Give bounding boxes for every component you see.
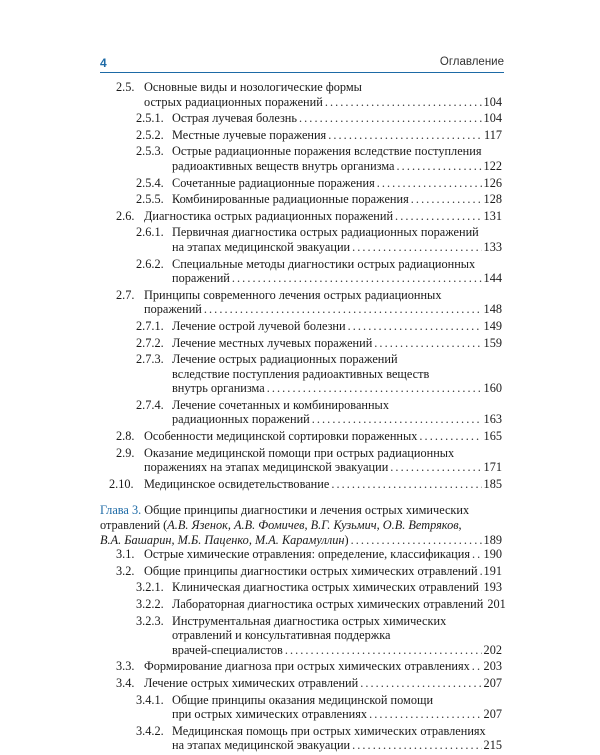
leader-dots xyxy=(204,302,482,317)
leader-dots xyxy=(352,240,481,255)
toc-entry-number: 2.9. xyxy=(116,445,135,460)
toc-entry-line: Общие принципы диагностики острых химических отравлений . . . 191 xyxy=(144,564,502,579)
toc-entry-line: Лечение местных лучевых поражений . . . 159 xyxy=(172,336,502,351)
toc-entry-line: Оказание медицинской помощи при острых радиационных xyxy=(144,445,455,460)
toc-page: 190 xyxy=(483,547,502,562)
chapter-authors: А.В. Язенок, А.В. Фомичев, В.Г. Кузьмич, О.В. Ветряков, xyxy=(167,518,462,533)
toc-entry[interactable] xyxy=(100,336,502,351)
toc-entry-number: 3.2.1. xyxy=(136,580,164,595)
toc-page: 104 xyxy=(483,94,502,109)
leader-dots xyxy=(481,580,482,595)
toc-page: 159 xyxy=(483,335,502,350)
toc-page: 117 xyxy=(484,127,502,142)
toc-entry[interactable] xyxy=(100,257,502,286)
chapter-title-line: В.А. Башарин, М.Б. Паценко, М.А. Карамуллин) . . . 189 xyxy=(100,533,502,548)
toc-section-3 xyxy=(100,547,506,755)
toc-entry-number: 3.4.2. xyxy=(136,723,164,738)
toc-entry-line: Комбинированные радиационные поражения . . . 128 xyxy=(172,192,502,207)
toc-entry-number: 2.7.3. xyxy=(136,352,164,367)
toc-entry-number: 3.2.3. xyxy=(136,613,164,628)
toc-entry-number: 3.4. xyxy=(116,675,135,690)
toc-entry-line: Лабораторная диагностика острых химических отравлений 201 xyxy=(172,597,506,611)
toc-entry-number: 2.6. xyxy=(116,208,135,223)
toc-entry[interactable] xyxy=(100,676,502,691)
toc-entry-number: 2.8. xyxy=(116,429,135,444)
leader-dots xyxy=(419,429,481,444)
toc-page: 193 xyxy=(483,580,502,595)
leader-dots xyxy=(411,192,482,207)
leader-dots xyxy=(397,159,482,174)
toc-entry-line: Клиническая диагностика острых химических отравлений . . . 193 xyxy=(172,580,502,595)
toc-entry-line: Первичная диагностика острых радиационных поражений xyxy=(172,225,479,240)
leader-dots xyxy=(267,381,482,396)
toc-entry-line: на этапах медицинской эвакуации . . . 133 xyxy=(172,240,502,255)
leader-dots xyxy=(360,676,481,691)
leader-dots xyxy=(352,738,481,753)
toc-page: 201 xyxy=(487,597,506,611)
leader-dots xyxy=(395,209,482,224)
toc-entry-line: Медицинская помощь при острых химических отравлениях xyxy=(172,723,486,738)
toc-page: 148 xyxy=(483,302,502,317)
toc-page: 165 xyxy=(483,429,502,444)
toc-entry-line: поражений . . . 144 xyxy=(172,271,502,286)
toc-entry-line: Диагностика острых радиационных поражений . . . 131 xyxy=(144,209,502,224)
toc-page: 189 xyxy=(483,532,502,547)
toc-page: 203 xyxy=(483,659,502,674)
toc-entry-number: 3.2. xyxy=(116,563,135,578)
toc-entry[interactable] xyxy=(100,580,502,595)
toc-entry-number: 2.10. xyxy=(109,476,134,491)
toc-page: 185 xyxy=(483,476,502,491)
chapter-title-line: отравлений (А.В. Язенок, А.В. Фомичев, В.Г. Кузьмич, О.В. Ветряков, xyxy=(100,518,462,533)
toc-entry-line: Лечение острых химических отравлений . . . 207 xyxy=(144,676,502,691)
toc-section-2 xyxy=(100,80,502,493)
table-of-contents xyxy=(100,80,506,755)
leader-dots xyxy=(325,95,482,110)
toc-entry-line: Острые радиационные поражения вследствие поступления xyxy=(172,144,482,159)
toc-page: 202 xyxy=(483,642,502,657)
toc-entry[interactable] xyxy=(100,192,502,207)
toc-chapter-3[interactable] xyxy=(100,503,502,547)
toc-page: 215 xyxy=(483,738,502,753)
toc-entry-line: отравлений и консультативная поддержка xyxy=(172,628,391,643)
toc-entry[interactable] xyxy=(100,80,502,109)
toc-entry-line: вследствие поступления радиоактивных веществ xyxy=(172,366,430,381)
toc-entry[interactable] xyxy=(100,111,502,126)
leader-dots xyxy=(377,176,482,191)
leader-dots xyxy=(351,533,482,548)
toc-entry[interactable] xyxy=(100,288,502,317)
toc-entry-line: Принципы современного лечения острых радиационных xyxy=(144,287,442,302)
toc-page: 131 xyxy=(483,208,502,223)
toc-entry-line: радиационных поражений . . . 163 xyxy=(172,412,502,427)
toc-entry-line: поражений . . . 148 xyxy=(144,302,502,317)
toc-entry-number: 2.7.1. xyxy=(136,318,164,333)
toc-page: 126 xyxy=(483,175,502,190)
toc-entry[interactable] xyxy=(100,176,502,191)
toc-entry-number: 2.5.4. xyxy=(136,175,164,190)
toc-entry[interactable] xyxy=(100,693,502,722)
toc-entry-number: 3.1. xyxy=(116,547,135,562)
toc-page: 122 xyxy=(483,158,502,173)
leader-dots xyxy=(299,111,482,126)
leader-dots xyxy=(348,319,482,334)
chapter-title-line: Глава 3. Общие принципы диагностики и лечения острых химических xyxy=(100,503,470,518)
toc-entry-line: Сочетанные радиационные поражения . . . 126 xyxy=(172,176,502,191)
toc-entry-line: врачей-специалистов . . . 202 xyxy=(172,643,502,658)
toc-entry-line: Медицинское освидетельствование . . . 185 xyxy=(144,477,502,492)
toc-entry-line: острых радиационных поражений . . . 104 xyxy=(144,95,502,110)
toc-entry-number: 3.2.2. xyxy=(136,597,164,611)
toc-entry-number: 2.5.3. xyxy=(136,144,164,159)
toc-entry[interactable] xyxy=(100,319,502,334)
toc-entry[interactable] xyxy=(100,144,502,173)
toc-entry-line: поражениях на этапах медицинской эвакуации . . . 171 xyxy=(144,460,502,475)
leader-dots xyxy=(374,336,481,351)
leader-dots xyxy=(480,564,482,579)
leader-dots xyxy=(369,707,481,722)
toc-entry-line: Лечение острой лучевой болезни . . . 149 xyxy=(172,319,502,334)
leader-dots xyxy=(472,659,482,674)
toc-entry[interactable] xyxy=(100,225,502,254)
toc-entry-line: Общие принципы оказания медицинской помощи xyxy=(172,692,434,707)
toc-page: 171 xyxy=(483,460,502,475)
toc-entry-number: 3.4.1. xyxy=(136,692,164,707)
toc-entry[interactable] xyxy=(100,564,502,579)
toc-entry[interactable] xyxy=(100,209,502,224)
toc-entry[interactable] xyxy=(100,597,506,612)
toc-entry[interactable] xyxy=(100,724,502,753)
toc-page: 191 xyxy=(483,563,502,578)
toc-entry[interactable] xyxy=(100,398,502,427)
toc-entry-line: Особенности медицинской сортировки пораженных . . . 165 xyxy=(144,429,502,444)
toc-entry[interactable] xyxy=(100,446,502,475)
toc-page: 160 xyxy=(483,381,502,396)
toc-entry-line: Острые химические отравления: определение, классификация . . . 190 xyxy=(144,547,502,562)
toc-entry-line: Местные лучевые поражения . . . 117 xyxy=(172,128,502,143)
toc-entry-line: Специальные методы диагностики острых радиационных xyxy=(172,256,476,271)
toc-entry-line: Инструментальная диагностика острых химических xyxy=(172,613,447,628)
chapter-label: Глава 3. xyxy=(100,503,142,518)
toc-entry-number: 2.7.2. xyxy=(136,335,164,350)
toc-entry-number: 2.5.5. xyxy=(136,192,164,207)
toc-page: 207 xyxy=(483,675,502,690)
header-rule xyxy=(100,72,504,73)
toc-entry-line: при острых химических отравлениях . . . 207 xyxy=(172,707,502,722)
toc-entry[interactable] xyxy=(100,128,502,143)
toc-entry-line: внутрь организма . . . 160 xyxy=(172,381,502,396)
leader-dots xyxy=(328,128,482,143)
leader-dots xyxy=(331,477,481,492)
toc-entry[interactable] xyxy=(100,547,502,562)
toc-entry-number: 2.6.2. xyxy=(136,256,164,271)
toc-entry-line: Формирование диагноза при острых химических отравлениях . . . 203 xyxy=(144,659,502,674)
toc-entry-number: 2.7. xyxy=(116,287,135,302)
toc-entry-number: 2.5.1. xyxy=(136,111,164,126)
toc-entry[interactable] xyxy=(100,614,502,658)
toc-page: 133 xyxy=(483,239,502,254)
leader-dots xyxy=(472,547,482,562)
leader-dots xyxy=(232,271,482,286)
toc-entry-line: Основные виды и нозологические формы xyxy=(144,80,362,94)
toc-page: 144 xyxy=(483,271,502,286)
toc-page: 149 xyxy=(483,318,502,333)
leader-dots xyxy=(285,643,482,658)
toc-entry-line: Лечение сочетанных и комбинированных xyxy=(172,397,389,412)
toc-entry-number: 2.6.1. xyxy=(136,225,164,240)
toc-entry-line: Лечение острых радиационных поражений xyxy=(172,352,398,367)
leader-dots xyxy=(390,460,481,475)
toc-entry-number: 2.5. xyxy=(116,80,135,94)
toc-entry[interactable] xyxy=(100,659,502,674)
toc-page: 128 xyxy=(483,192,502,207)
toc-page: 207 xyxy=(483,707,502,722)
toc-entry[interactable] xyxy=(100,352,502,396)
toc-entry[interactable] xyxy=(100,477,502,492)
running-title: Оглавление xyxy=(439,56,504,68)
toc-page: 163 xyxy=(483,412,502,427)
page-number: 4 xyxy=(100,56,107,70)
toc-page: 104 xyxy=(483,111,502,126)
leader-dots xyxy=(312,412,482,427)
toc-entry-line: радиоактивных веществ внутрь организма . . . 122 xyxy=(172,159,502,174)
toc-entry-number: 2.5.2. xyxy=(136,127,164,142)
toc-entry-line: на этапах медицинской эвакуации . . . 215 xyxy=(172,738,502,753)
toc-entry-number: 2.7.4. xyxy=(136,397,164,412)
toc-entry-line: Острая лучевая болезнь . . . 104 xyxy=(172,111,502,126)
toc-entry[interactable] xyxy=(100,429,502,444)
toc-entry-number: 3.3. xyxy=(116,659,135,674)
